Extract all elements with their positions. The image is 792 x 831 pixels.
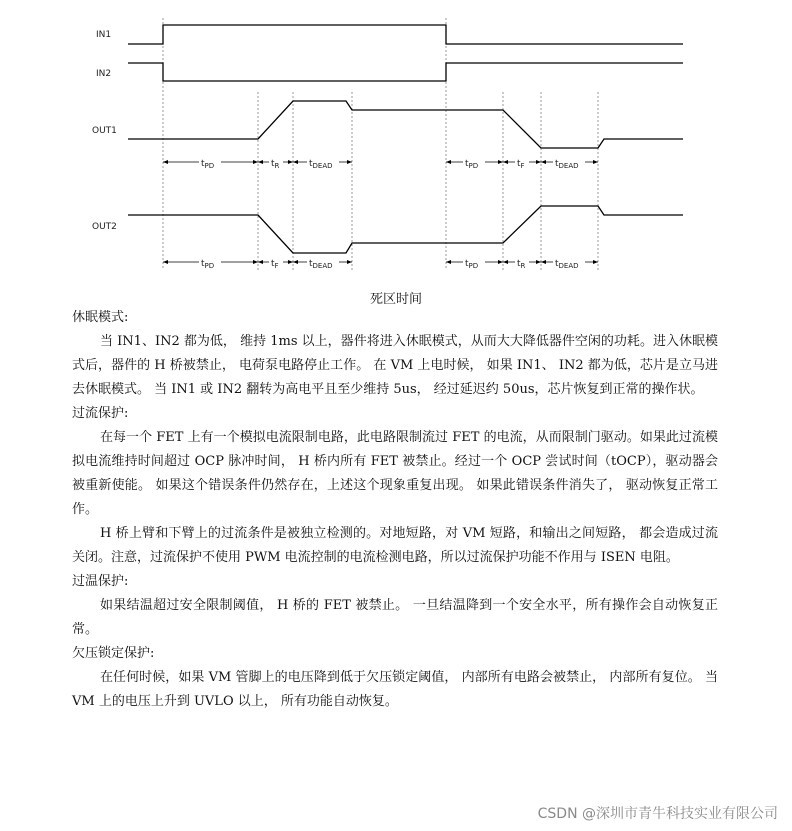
paragraph-undervoltage-lockout: 在任何时候，如果 VM 管脚上的电压降到低于欠压锁定阈值， 内部所有电路会被禁止， 内部所有复位。 当 VM 上的电压上升到 UVLO 以上， 所有功能自动恢复。: [72, 670, 718, 709]
paragraph-overcurrent-1: 在每一个 FET 上有一个模拟电流限制电路，此电路限制流过 FET 的电流，从而限制门驱动。如果此过流模拟电流维持时间超过 OCP 脉冲时间， H 桥内所有 FET 被禁止。经过一个 OCP 尝试时间（tOCP），驱动器会被重新使能。 如果这个错误条件仍然存在，上述这个现象重复出现。 如果此错误条件消失了， 驱动恢复正常工作。: [72, 430, 718, 517]
sub-pd: PD: [468, 162, 479, 170]
signal-label-out2: OUT2: [92, 222, 117, 232]
timing-reference-lines: [163, 18, 598, 270]
section-heading-sleep-mode: 休眠模式:: [72, 310, 129, 325]
sub-dead: DEAD: [312, 262, 333, 270]
sub-f: F: [274, 262, 279, 270]
section-heading-overcurrent: 过流保护:: [72, 406, 129, 421]
t-letter: t: [555, 259, 559, 269]
signal-label-in1: IN1: [96, 30, 112, 40]
signal-label-out1: OUT1: [92, 126, 117, 136]
t-letter: t: [465, 259, 469, 269]
dead-time-timing-diagram: [0, 0, 792, 290]
watermark: CSDN @深圳市青牛科技实业有限公司: [537, 806, 778, 822]
signal-label-in2: IN2: [96, 69, 112, 79]
paragraph-overcurrent-2: H 桥上臂和下臂上的过流条件是被独立检测的。对地短路，对 VM 短路，和输出之间短路， 都会造成过流关闭。注意，过流保护不使用 PWM 电流控制的电流检测电路，所以过流保护功能不作用与 ISEN 电阻。: [72, 526, 718, 565]
diagram-caption: 死区时间: [369, 292, 422, 307]
t-letter: t: [309, 259, 313, 269]
t-letter: t: [309, 159, 313, 169]
sub-dead: DEAD: [558, 262, 579, 270]
t-letter: t: [201, 159, 205, 169]
sub-pd: PD: [204, 262, 215, 270]
t-letter: t: [517, 159, 521, 169]
sub-dead: DEAD: [558, 162, 579, 170]
section-heading-undervoltage-lockout: 欠压锁定保护:: [72, 646, 155, 661]
arrow-heads: [163, 160, 598, 264]
section-heading-overtemperature: 过温保护:: [72, 574, 129, 589]
paragraph-sleep-mode: 当 IN1、IN2 都为低， 维持 1ms 以上，器件将进入休眠模式，从而大大降低器件空闲的功耗。进入休眠模式后，器件的 H 桥被禁止， 电荷泵电路停止工作。 在 VM 上电时候， 如果 IN1、 IN2 都为低，芯片是立马进去休眠模式。 当 IN1 或 IN2 翻转为高电平且至少维持 5us， 经过延迟约 50us，芯片恢复到正常的操作状。: [72, 334, 718, 397]
paragraph-overtemperature: 如果结温超过安全限制阈值， H 桥的 FET 被禁止。 一旦结温降到一个安全水平，所有操作会自动恢复正常。: [72, 598, 718, 637]
t-letter: t: [555, 159, 559, 169]
waveform-out2: [128, 206, 683, 253]
sub-r: R: [520, 262, 526, 270]
sub-r: R: [274, 162, 280, 170]
sub-pd: PD: [468, 262, 479, 270]
document-body: [72, 306, 718, 714]
t-letter: t: [271, 259, 275, 269]
sub-f: F: [520, 162, 525, 170]
t-letter: t: [271, 159, 275, 169]
t-letter: t: [517, 259, 521, 269]
waveform-in2: [128, 63, 683, 81]
waveform-in1: [128, 25, 683, 44]
waveform-out1: [128, 101, 683, 148]
t-letter: t: [465, 159, 469, 169]
t-letter: t: [201, 259, 205, 269]
sub-dead: DEAD: [312, 162, 333, 170]
sub-pd: PD: [204, 162, 215, 170]
